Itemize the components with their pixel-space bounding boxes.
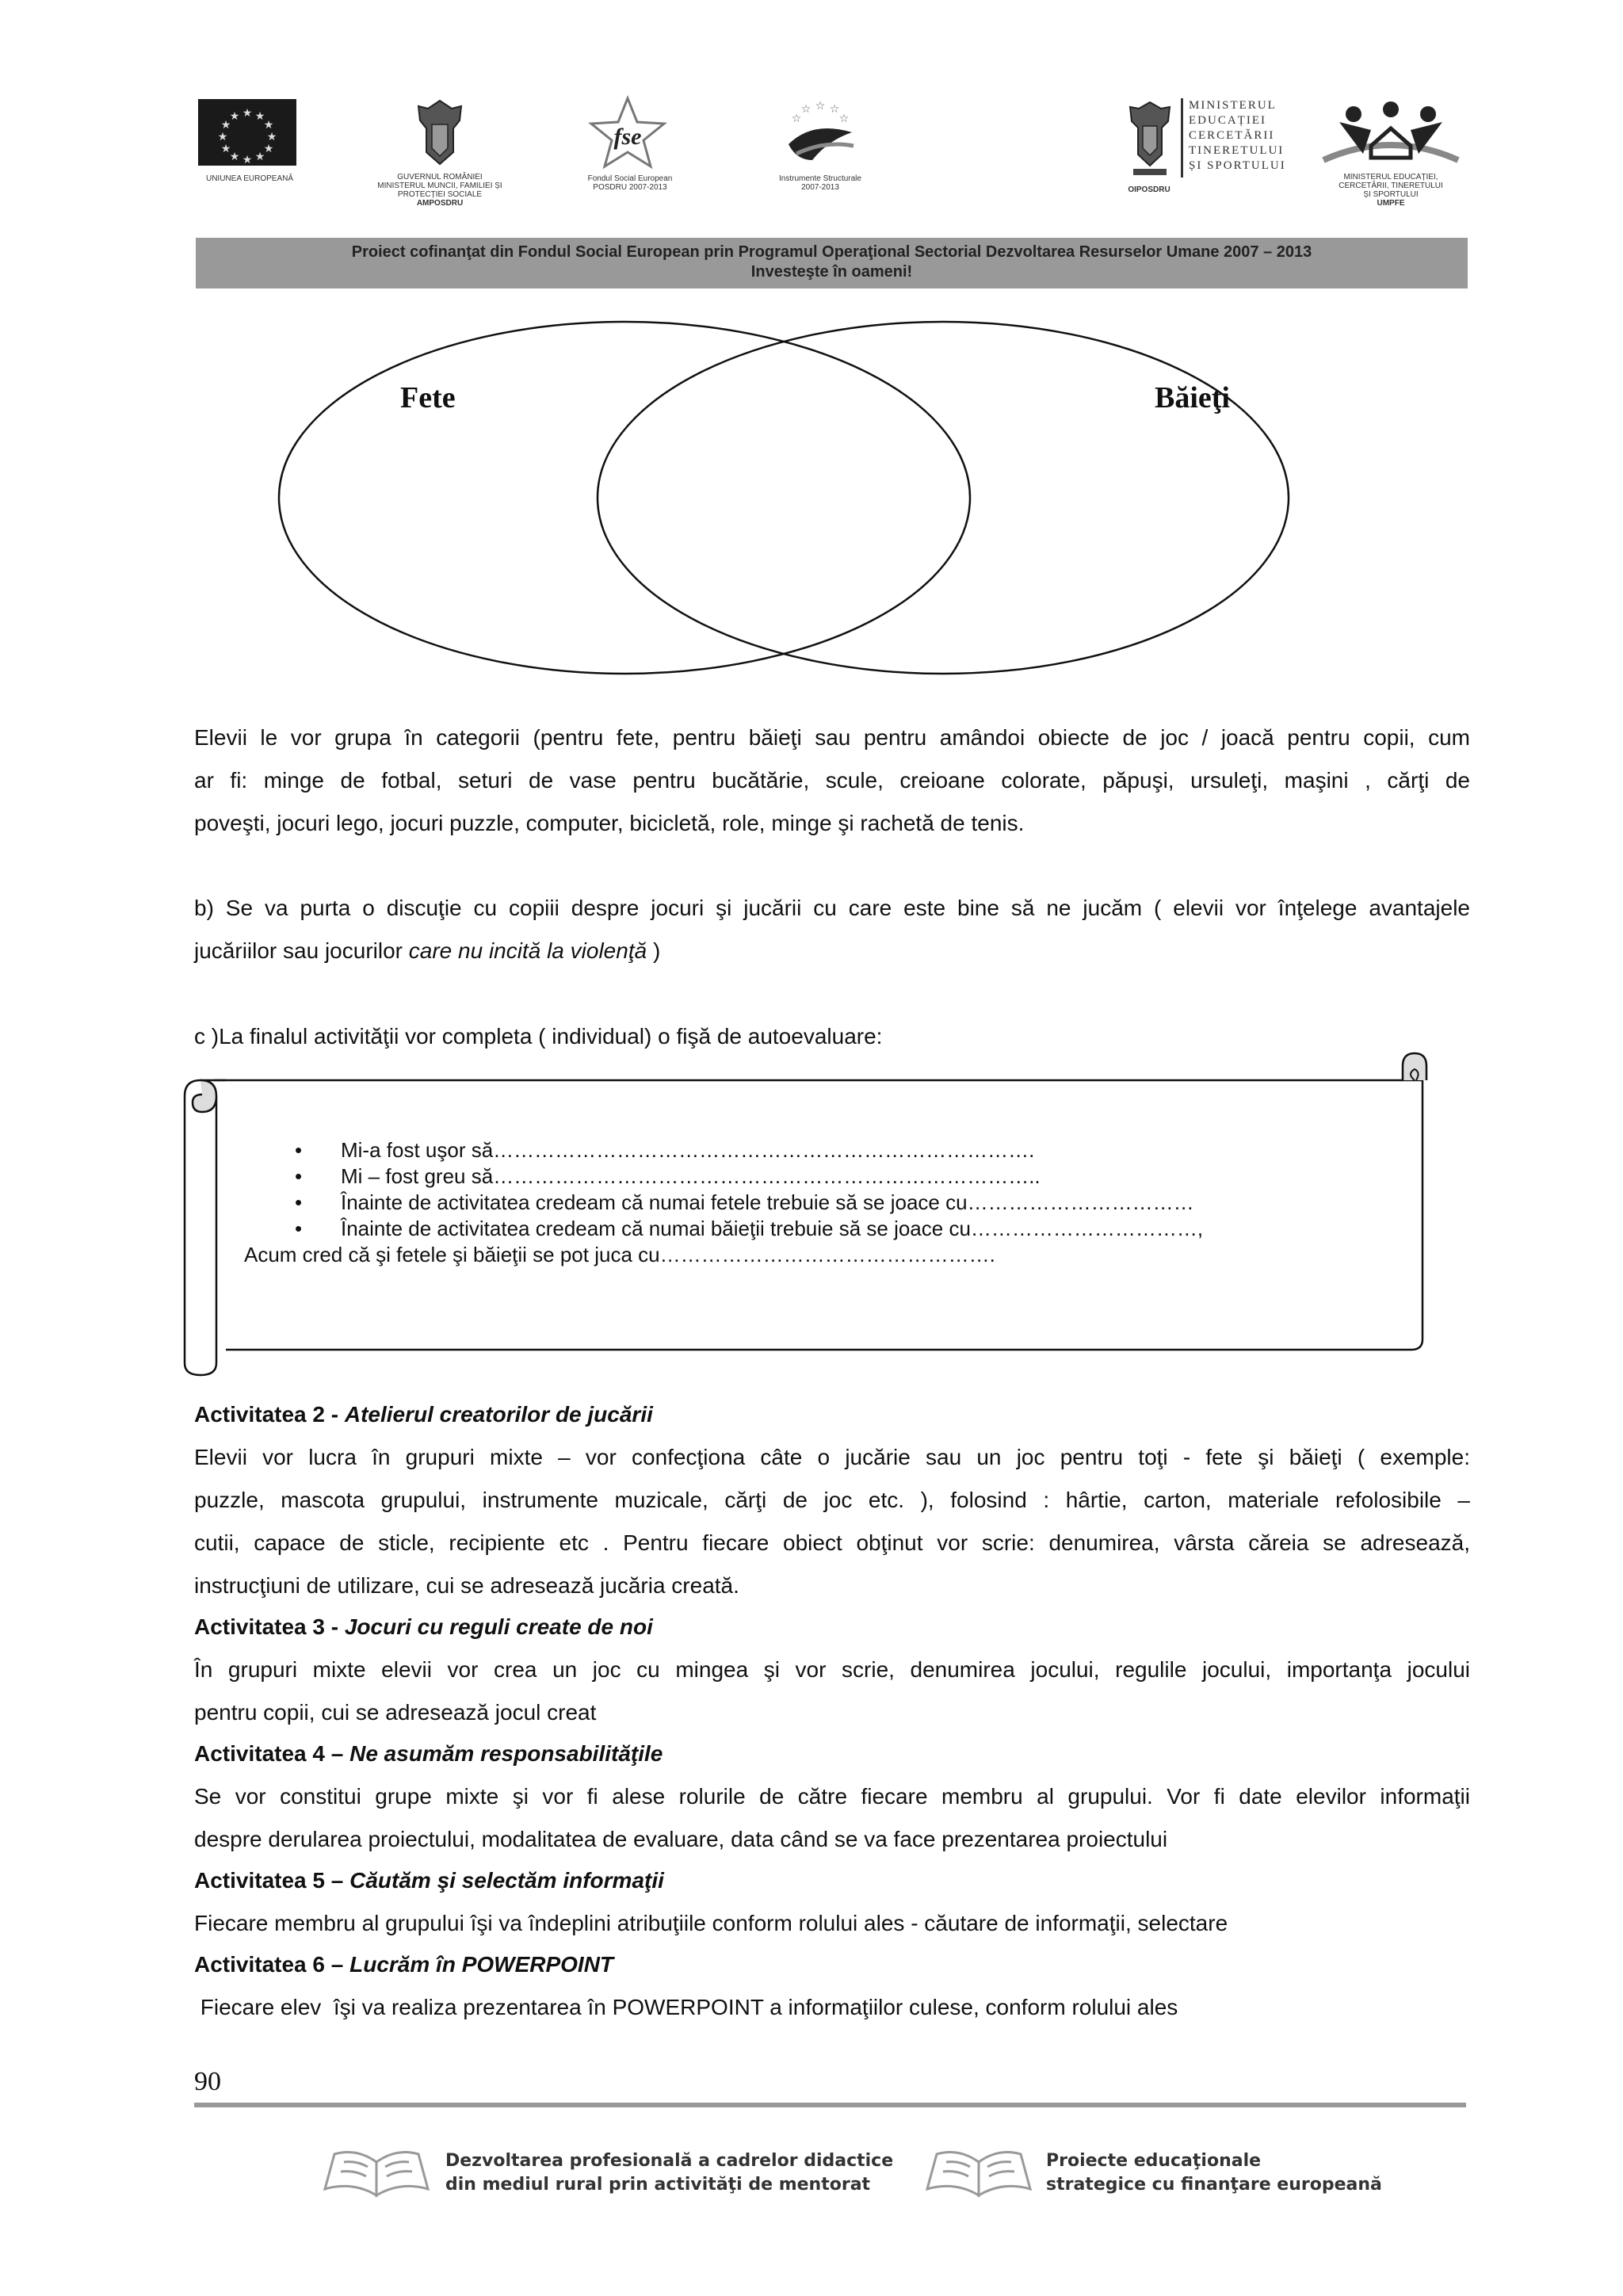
svg-text:☆: ☆: [791, 113, 802, 125]
svg-text:★: ★: [220, 143, 231, 155]
svg-text:★: ★: [242, 154, 253, 166]
bullet-dot: •: [295, 1164, 303, 1188]
svg-text:★: ★: [229, 110, 240, 123]
svg-text:★: ★: [217, 131, 228, 143]
activity-4-line: despre derularea proiectului, modalitatea de evaluare, data când se va face prezentarea proiectului: [194, 1827, 1168, 1851]
fse-logo-icon: [586, 95, 670, 170]
svg-text:☆: ☆: [838, 113, 850, 125]
svg-text:★: ★: [266, 131, 277, 143]
venn-label-baieti: Băieţi: [1155, 381, 1230, 415]
violence-phrase: care nu incită la violenţă: [408, 938, 647, 963]
activity-4-title: Activitatea 4 – Ne asumăm responsabilităţile: [194, 1741, 663, 1766]
activity-2-line: Elevii vor lucra în grupuri mixte – vor confecţiona câte o jucărie sau un joc pentru toţi - fete şi băieţi ( exemple:: [194, 1445, 1470, 1469]
self-evaluation-item: Mi – fost greu să……………………………………………………………………..: [341, 1164, 1041, 1188]
paragraph-a-line: poveşti, jocuri lego, jocuri puzzle, computer, bicicletă, role, minge şi rachetă de tenis.: [194, 811, 1025, 835]
svg-text:★: ★: [254, 110, 265, 123]
svg-text:★: ★: [254, 151, 265, 163]
paragraph-b-line: jucăriilor sau jocurilor care nu incită la violenţă ): [194, 938, 661, 963]
activity-2-title: Activitatea 2 - Atelierul creatorilor de jucării: [194, 1402, 653, 1427]
activity-2-line: puzzle, mascota grupului, instrumente muzicale, cărţi de joc etc. ), folosind : hârtie, carton, materiale refolosibile –: [194, 1488, 1470, 1512]
umpfe-caption: MINISTERUL EDUCAȚIEI, CERCETĂRII, TINERETULUI ȘI SPORTULUI UMPFE: [1338, 173, 1443, 208]
oiposdru-caption: OIPOSDRU: [1128, 185, 1170, 194]
svg-text:★: ★: [263, 119, 274, 132]
svg-text:☆: ☆: [815, 100, 826, 113]
activity-5-title: Activitatea 5 – Căutăm şi selectăm informaţii: [194, 1868, 664, 1893]
svg-text:☆: ☆: [800, 103, 812, 116]
activity-3-line: pentru copii, cui se adresează jocul creat: [194, 1700, 597, 1725]
activity-2-line: cutii, capace de sticle, recipiente etc . Pentru fiecare obiect obţinut vor scrie: denumirea, vârsta căreia se adresează,: [194, 1530, 1470, 1555]
svg-text:★: ★: [242, 107, 253, 120]
banner-line-2: Investeşte în oameni!: [750, 263, 913, 281]
bullet-dot: •: [295, 1190, 303, 1214]
eu-flag-icon: [198, 99, 296, 166]
svg-text:★: ★: [263, 143, 274, 155]
paragraph-a-line: Elevii le vor grupa în categorii (pentru fete, pentru băieţi sau pentru amândoi obiecte de joc / joacă pentru copii, cum: [194, 725, 1470, 750]
venn-circle-baieti: [598, 322, 1289, 674]
open-book-icon: [919, 2140, 1038, 2202]
umpfe-logo-icon: [1316, 98, 1466, 170]
venn-diagram: [277, 317, 1371, 682]
footer-right-text: Proiecte educaţionale strategice cu finanţare europeană: [1046, 2151, 1382, 2195]
activity-2-line: instrucţiuni de utilizare, cui se adresează jucăria creată.: [194, 1573, 739, 1598]
activity-3-line: În grupuri mixte elevii vor crea un joc cu mingea şi vor scrie, denumirea jocului, regulile jocului, importanţa jocului: [194, 1657, 1470, 1682]
venn-circle-fete: [279, 322, 970, 674]
structural-instruments-logo-icon: [781, 97, 860, 172]
page-number: 90: [194, 2067, 221, 2096]
romanian-government-crest-icon: [412, 97, 468, 168]
venn-label-fete: Fete: [400, 381, 456, 415]
bullet-dot: •: [295, 1217, 303, 1240]
ministry-crest-icon: [1125, 99, 1174, 182]
fse-caption: Fondul Social European POSDRU 2007-2013: [587, 174, 673, 192]
activity-6-title: Activitatea 6 – Lucrăm în POWERPOINT: [194, 1952, 614, 1977]
project-banner: [196, 238, 1468, 288]
footer-left-text: Dezvoltarea profesională a cadrelor didactice din mediul rural prin activităţi de mentorat: [445, 2151, 894, 2195]
ministry-divider: [1181, 98, 1183, 178]
activity-5-line: Fiecare membru al grupului îşi va îndeplini atribuţiile conform rolului ales - căutare de informaţii, selectare: [194, 1911, 1228, 1935]
self-evaluation-final-line: Acum cred că şi fetele şi băieţii se pot juca cu………………………………………….: [244, 1243, 995, 1266]
paragraph-c: c )La finalul activităţii vor completa ( individual) o fişă de autoevaluare:: [194, 1024, 883, 1049]
footer-rule: [194, 2103, 1466, 2107]
bullet-dot: •: [295, 1138, 303, 1162]
open-book-icon: [317, 2140, 436, 2202]
government-caption: GUVERNUL ROMÂNIEI MINISTERUL MUNCII, FAMILIEI ȘI PROTECȚIEI SOCIALE AMPOSDRU: [377, 173, 502, 208]
activity-3-title: Activitatea 3 - Jocuri cu reguli create de noi: [194, 1614, 653, 1639]
self-evaluation-item: Mi-a fost uşor să…………………………………………………………………….: [341, 1138, 1035, 1162]
eu-caption: UNIUNEA EUROPEANĂ: [205, 174, 294, 183]
activity-6-line: Fiecare elev îşi va realiza prezentarea în POWERPOINT a informaţiilor culese, conform rolului ales: [194, 1995, 1178, 2019]
activity-4-line: Se vor constitui grupe mixte şi vor fi alese rolurile de către fiecare membru al grupului. Vor fi date elevilor informaţii: [194, 1784, 1470, 1809]
self-evaluation-item: Înainte de activitatea credeam că numai fetele trebuie să se joace cu……………………………: [341, 1190, 1194, 1214]
banner-line-1: Proiect cofinanţat din Fondul Social European prin Programul Operaţional Sectorial Dezvoltarea Resurselor Umane 2007 – 2013: [351, 243, 1312, 261]
paragraph-b-line: b) Se va purta o discuţie cu copiii despre jocuri şi jucării cu care este bine să ne jucăm ( elevii vor înţelege avantajele: [194, 896, 1470, 920]
structural-instruments-caption: Instrumente Structurale 2007-2013: [779, 174, 861, 192]
ministry-side-text: MINISTERUL EDUCAȚIEI CERCETĂRII TINERETULUI ȘI SPORTULUI: [1189, 99, 1286, 172]
svg-text:fse: fse: [613, 124, 642, 150]
paragraph-a-line: ar fi: minge de fotbal, seturi de vase pentru bucătărie, scule, creioane colorate, păpuşi, ursuleţi, maşini , cărţi de: [194, 768, 1470, 793]
svg-text:★: ★: [229, 151, 240, 163]
self-evaluation-item: Înainte de activitatea credeam că numai băieţii trebuie să se joace cu……………………………,: [341, 1217, 1204, 1240]
svg-text:☆: ☆: [829, 103, 840, 116]
svg-text:★: ★: [220, 119, 231, 132]
